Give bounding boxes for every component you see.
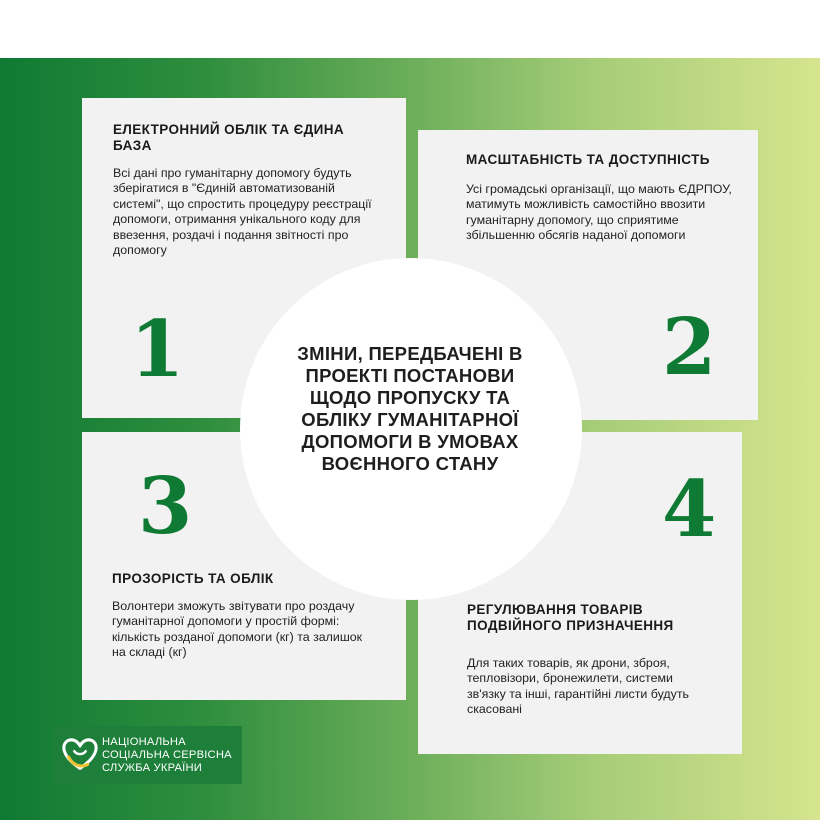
logo-line: СЛУЖБА УКРАЇНИ [102,762,202,774]
card-text: Усі громадські організації, що мають ЄДРПОУ, матимуть можливість самостійно ввозити гуманітарну допомогу, що сприятиме збільшенню обсягів наданої допомоги [466,182,732,243]
logo-badge [54,726,242,784]
card-text: Всі дані про гуманітарну допомогу будуть зберігатися в "Єдиній автоматизованій системі", що спростить процедуру реєстрації допомоги, отримання унікального коду для ввезення, роздачі і подання звітності про допомогу [113,166,372,258]
card-title: РЕГУЛЮВАННЯ ТОВАРІВ ПОДВІЙНОГО ПРИЗНАЧЕННЯ [467,602,674,633]
center-heading: ЗМІНИ, ПЕРЕДБАЧЕНІ В ПРОЕКТІ ПОСТАНОВИ ЩОДО ПРОПУСКУ ТА ОБЛІКУ ГУМАНІТАРНОЇ ДОПОМОГИ В УМОВАХ ВОЄННОГО СТАНУ [297,343,523,474]
card-title: ПРОЗОРІСТЬ ТА ОБЛІК [112,571,274,586]
logo-line: СОЦІАЛЬНА СЕРВІСНА [102,749,232,761]
card-text: Волонтери зможуть звітувати про роздачу гуманітарної допомоги у простій формі: кількість розданої допомоги (кг) та залишок на складі (кг) [112,599,363,660]
card-number: 1 [130,304,185,395]
card-title: МАСШТАБНІСТЬ ТА ДОСТУПНІСТЬ [466,152,710,167]
card-title: ЕЛЕКТРОННИЙ ОБЛІК ТА ЄДИНА БАЗА [113,122,345,153]
card-text: Для таких товарів, як дрони, зброя, тепловізори, бронежилети, системи зв'язку та інші, гарантійні листи будуть скасовані [467,656,689,717]
logo-text [102,736,242,775]
card-number: 4 [662,464,717,555]
card-number: 2 [662,302,717,393]
heart-hands-icon [61,736,99,774]
card-number: 3 [138,461,193,552]
logo-line: НАЦІОНАЛЬНА [102,736,186,748]
